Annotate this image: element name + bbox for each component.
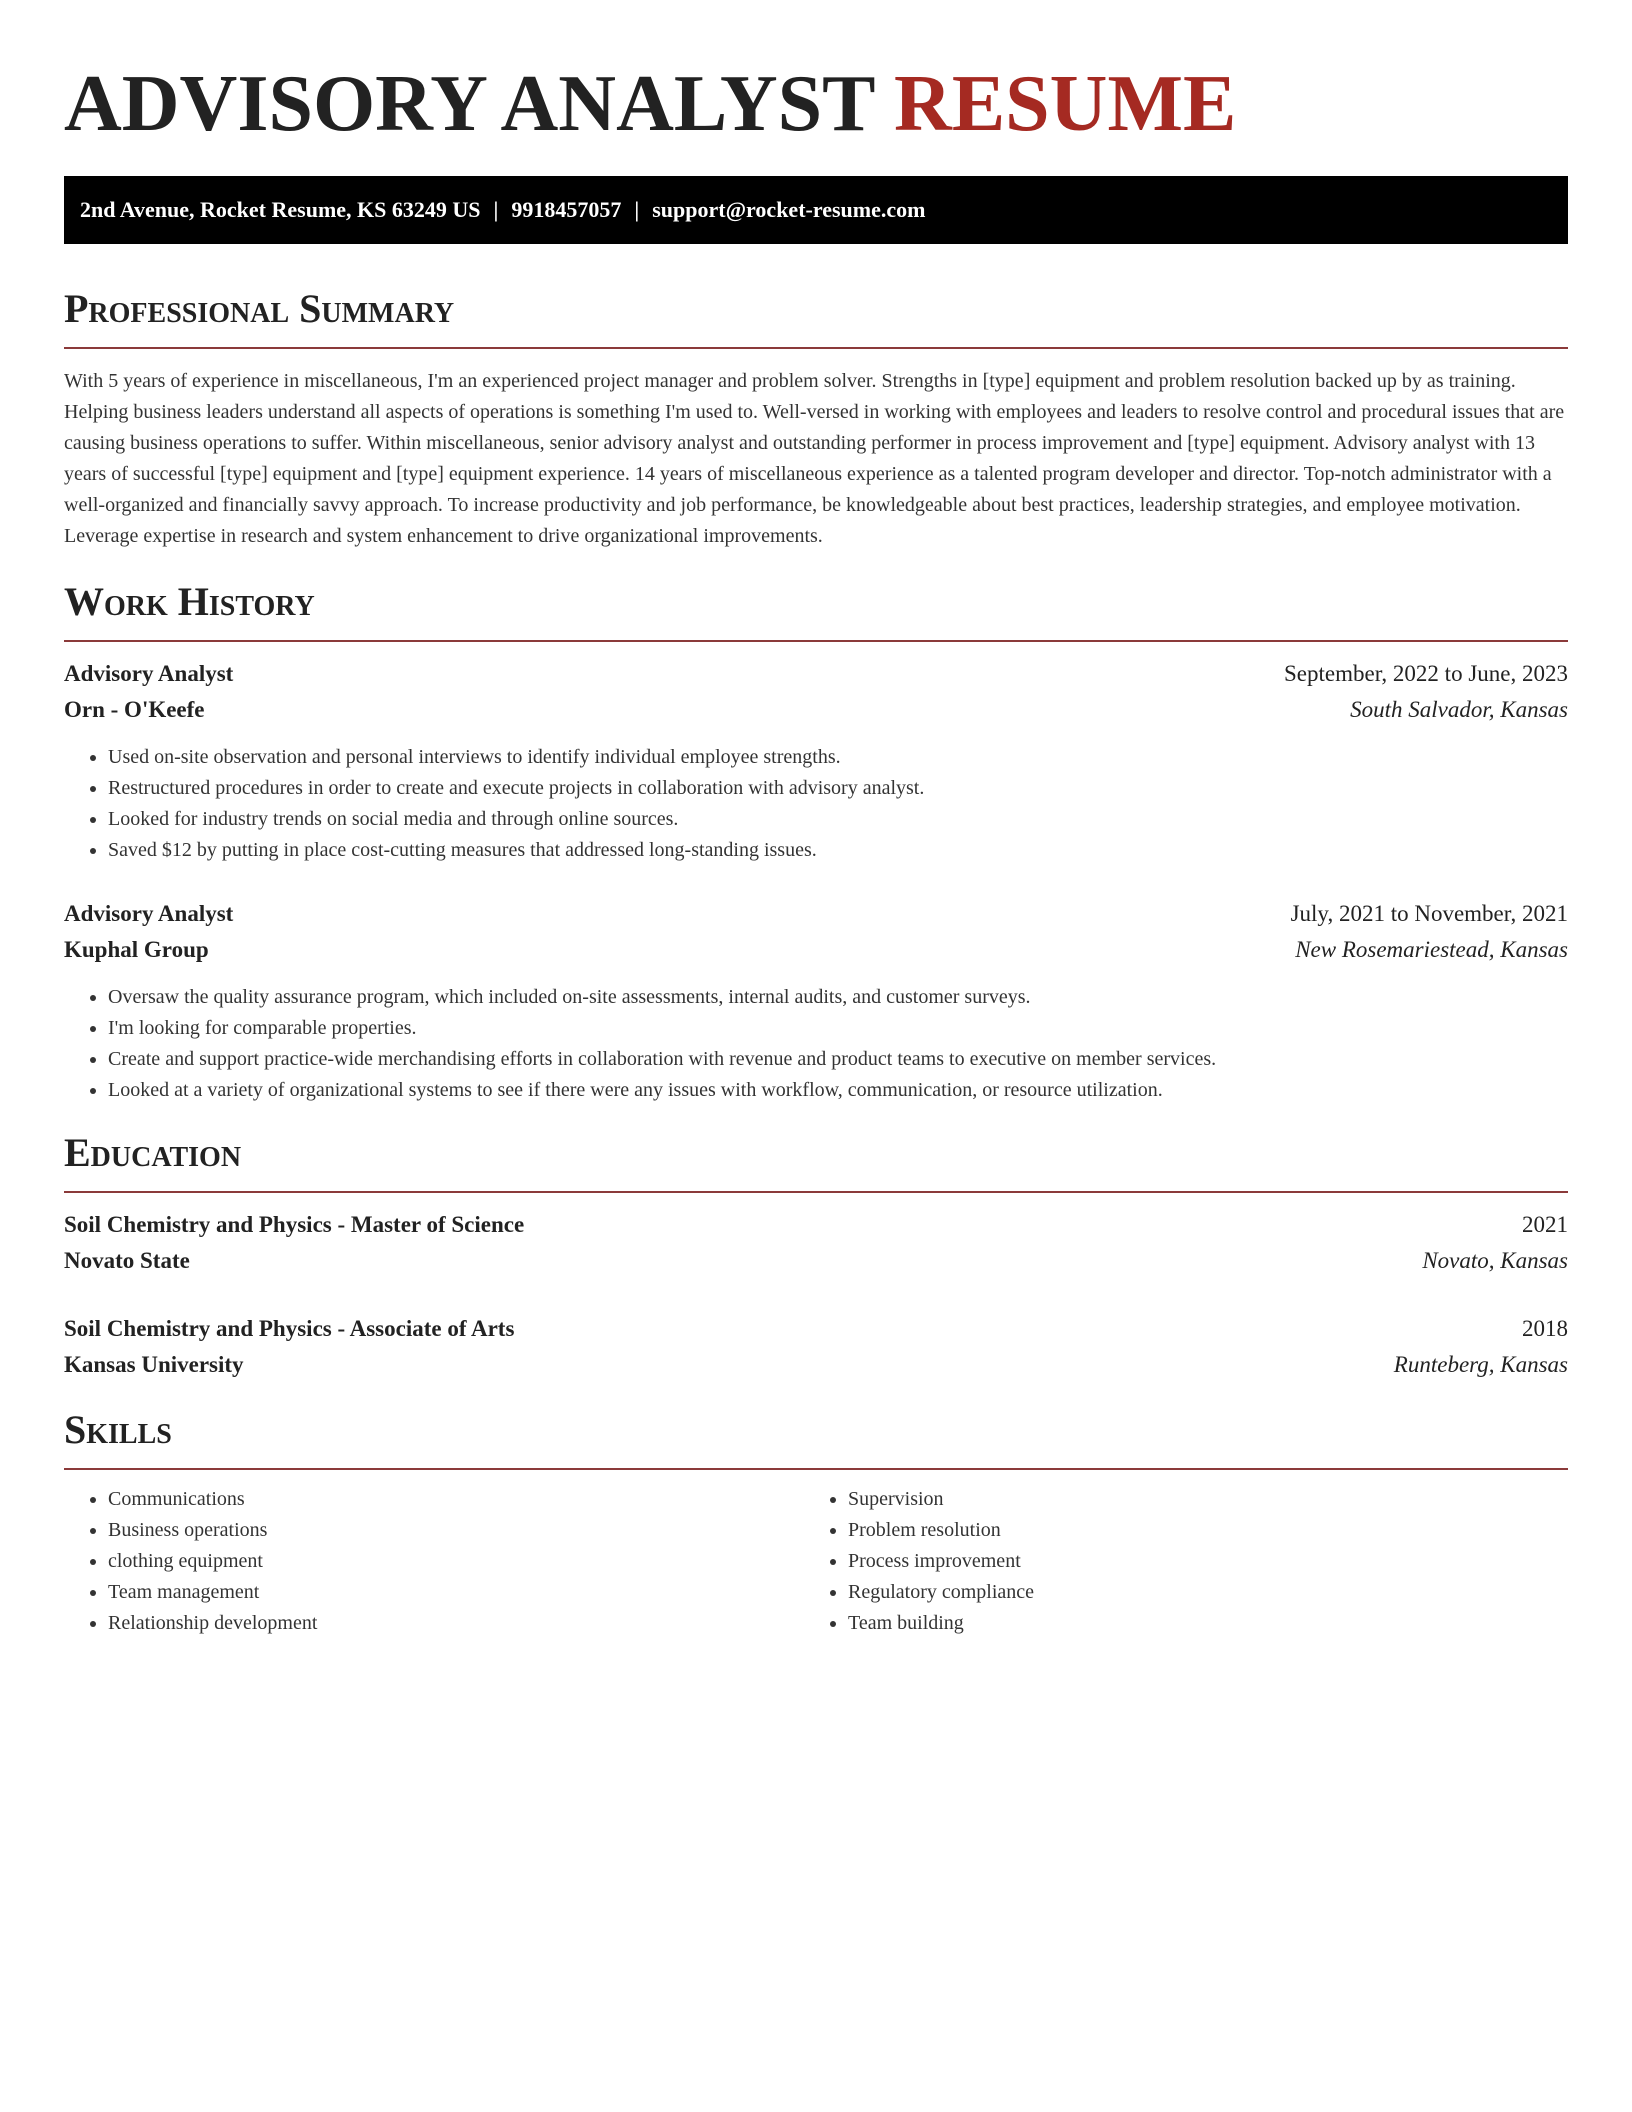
job-entry	[64, 656, 1568, 866]
education-degree: Soil Chemistry and Physics - Associate of Arts	[64, 1316, 515, 1341]
job-bullet: • Restructured procedures in order to create and execute projects in collaboration with advisory analyst.	[108, 773, 1568, 804]
education-entry	[64, 1207, 1568, 1279]
education-year: 2018	[1522, 1316, 1568, 1341]
work-history-heading: Work History	[64, 577, 1568, 642]
job-bullet: • Oversaw the quality assurance program, which included on-site assessments, internal audits, and customer surveys.	[108, 982, 1568, 1013]
education-entry	[64, 1311, 1568, 1383]
job-company: Orn - O'Keefe	[64, 697, 205, 722]
job-company-row	[64, 692, 1568, 728]
contact-separator: |	[493, 197, 499, 222]
job-title: Advisory Analyst	[64, 661, 234, 686]
skills-list-left	[64, 1484, 804, 1639]
summary-text: With 5 years of experience in miscellaneous, I'm an experienced project manager and problem solver. Strengths in [type] equipment and problem resolution backed up by as training. Helping business leaders understand all aspects of operations is something I'm used to. Well-versed in working with employees and leaders to resolve control and procedural issues that are causing business operations to suffer. Within miscellaneous, senior advisory analyst and outstanding performer in process improvement and [type] equipment. Advisory analyst with 13 years of successful [type] equipment and [type] equipment experience. 14 years of miscellaneous experience as a talented program developer and director. Top-notch administrator with a well-organized and financially savvy approach. To increase productivity and job performance, be knowledgeable about best practices, leadership strategies, and employee motivation. Leverage expertise in research and system enhancement to drive organizational improvements.	[64, 370, 1565, 547]
education-school-row	[64, 1347, 1568, 1383]
skill-item: • Team building	[848, 1608, 1544, 1639]
skill-item: • Process improvement	[848, 1546, 1544, 1577]
education-degree-row	[64, 1311, 1568, 1347]
education-year: 2021	[1522, 1212, 1568, 1237]
job-company: Kuphal Group	[64, 937, 209, 962]
job-dates: July, 2021 to November, 2021	[1290, 901, 1568, 926]
skill-item: • Problem resolution	[848, 1515, 1544, 1546]
job-dates: September, 2022 to June, 2023	[1284, 661, 1568, 686]
skill-item: • Communications	[108, 1484, 804, 1515]
education-school-row	[64, 1243, 1568, 1279]
skill-item: • Team management	[108, 1577, 804, 1608]
contact-address: 2nd Avenue, Rocket Resume, KS 63249 US	[80, 197, 481, 222]
skill-item: • clothing equipment	[108, 1546, 804, 1577]
title-accent: RESUME	[894, 60, 1237, 148]
title-main: ADVISORY ANALYST	[64, 60, 875, 148]
job-bullets	[64, 982, 1568, 1106]
education-location: Novato, Kansas	[1422, 1248, 1568, 1273]
skills-columns	[64, 1484, 1568, 1639]
job-bullet: • Saved $12 by putting in place cost-cutting measures that addressed long-standing issues.	[108, 835, 1568, 866]
education-heading: Education	[64, 1128, 1568, 1193]
contact-separator: |	[634, 197, 640, 222]
job-bullet: • Looked for industry trends on social media and through online sources.	[108, 804, 1568, 835]
job-location: New Rosemariestead, Kansas	[1295, 937, 1568, 962]
education-school: Kansas University	[64, 1352, 244, 1377]
contact-email: support@rocket-resume.com	[652, 197, 926, 222]
skills-heading: Skills	[64, 1405, 1568, 1470]
job-location: South Salvador, Kansas	[1350, 697, 1568, 722]
job-company-row	[64, 932, 1568, 968]
job-bullets	[64, 742, 1568, 866]
skill-item: • Business operations	[108, 1515, 804, 1546]
job-bullet: • Looked at a variety of organizational systems to see if there were any issues with workflow, communication, or resource utilization.	[108, 1075, 1568, 1106]
job-bullet: • Used on-site observation and personal interviews to identify individual employee strengths.	[108, 742, 1568, 773]
skill-item: • Regulatory compliance	[848, 1577, 1544, 1608]
job-title: Advisory Analyst	[64, 901, 234, 926]
job-entry	[64, 896, 1568, 1106]
education-degree-row	[64, 1207, 1568, 1243]
education-degree: Soil Chemistry and Physics - Master of Science	[64, 1212, 525, 1237]
resume-page	[64, 0, 1568, 1639]
contact-bar	[64, 176, 1568, 244]
job-bullet: • I'm looking for comparable properties.	[108, 1013, 1568, 1044]
skills-list-right	[804, 1484, 1544, 1639]
skill-item: • Supervision	[848, 1484, 1544, 1515]
job-header-row	[64, 896, 1568, 932]
summary-heading: Professional Summary	[64, 284, 1568, 349]
job-bullet: • Create and support practice-wide merchandising efforts in collaboration with revenue and product teams to executive on member services.	[108, 1044, 1568, 1075]
job-header-row	[64, 656, 1568, 692]
skill-item: • Relationship development	[108, 1608, 804, 1639]
contact-phone: 9918457057	[511, 197, 622, 222]
resume-title	[64, 0, 1568, 154]
education-location: Runteberg, Kansas	[1393, 1352, 1568, 1377]
education-school: Novato State	[64, 1248, 190, 1273]
